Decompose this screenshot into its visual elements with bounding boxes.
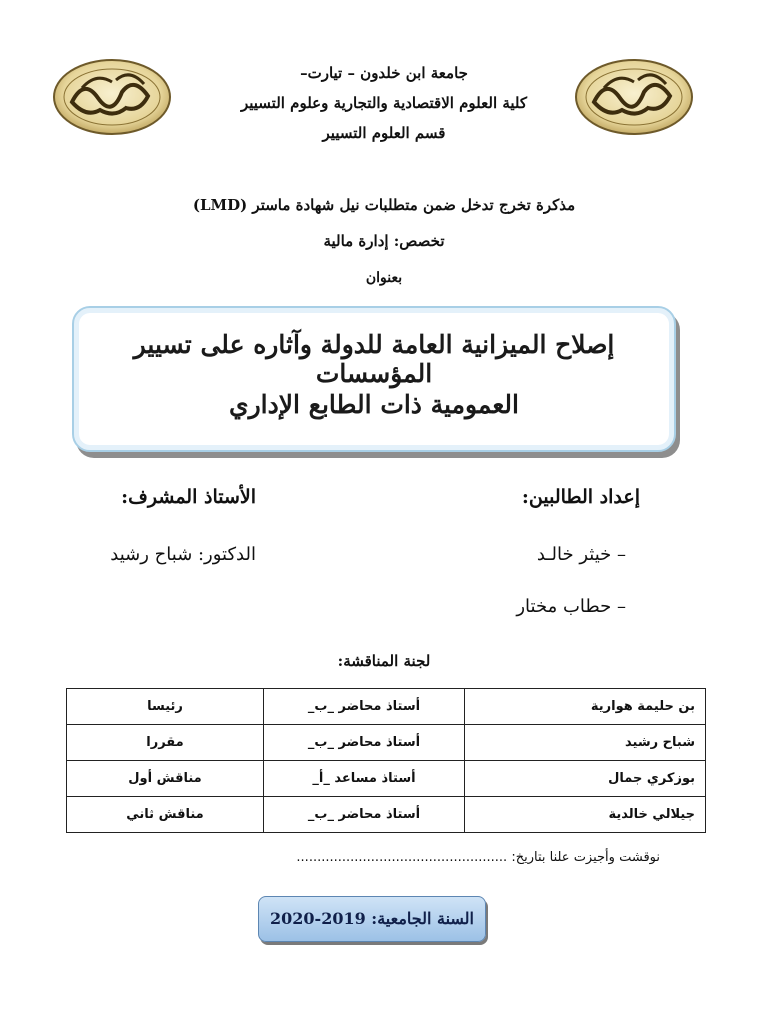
institution-header	[0, 58, 768, 148]
academic-year-badge: السنة الجامعية: 2019-2020	[258, 896, 486, 942]
committee-table	[66, 688, 706, 833]
table-row	[67, 725, 706, 761]
member-rank: أستاذ مساعد _أ_	[264, 761, 465, 797]
department-name: قسم العلوم التسيير	[322, 124, 446, 142]
titled-label: بعنوان	[365, 270, 403, 286]
table-row	[67, 689, 706, 725]
member-name: بوزكري جمال	[465, 761, 706, 797]
student-name: – حطاب مختار	[516, 596, 626, 617]
member-name: جيلالي خالدية	[465, 797, 706, 833]
member-rank: أستاذ محاضر _ب_	[264, 797, 465, 833]
committee-label: لجنة المناقشة:	[337, 652, 431, 670]
thesis-title-line2: العمومية ذات الطابع الإداري	[229, 390, 519, 419]
university-name: جامعة ابن خلدون – تيارت–	[300, 64, 468, 82]
member-role: مقررا	[67, 725, 264, 761]
student-name: – خيثر خالـد	[536, 544, 626, 565]
date-dots: ...................................................	[296, 850, 508, 865]
member-rank: أستاذ محاضر _ب_	[264, 689, 465, 725]
thesis-title-line1: إصلاح الميزانية العامة للدولة وآثاره على تسيير المؤسسات	[133, 330, 615, 388]
table-row	[67, 761, 706, 797]
specialty: تخصص: إدارة مالية	[323, 232, 445, 250]
member-role: مناقش ثاني	[67, 797, 264, 833]
member-role: مناقش أول	[67, 761, 264, 797]
member-name: بن حليمة هوارية	[465, 689, 706, 725]
memo-text: مذكرة تخرج تدخل ضمن متطلبات نيل شهادة ماستر (LMD)	[192, 196, 576, 214]
faculty-name: كلية العلوم الاقتصادية والتجارية وعلوم التسيير	[240, 94, 528, 112]
member-rank: أستاذ محاضر _ب_	[264, 725, 465, 761]
member-role: رئيسا	[67, 689, 264, 725]
thesis-title-box	[72, 306, 676, 452]
students-label: إعداد الطالبين:	[521, 486, 640, 508]
supervisor-name: الدكتور: شباح رشيد	[110, 544, 256, 565]
table-row	[67, 797, 706, 833]
discussion-label: نوقشت وأجيزت علنا بتاريخ:	[511, 850, 660, 865]
supervisor-label: الأستاذ المشرف:	[121, 486, 256, 508]
discussion-date-line	[296, 850, 660, 865]
member-name: شباح رشيد	[465, 725, 706, 761]
